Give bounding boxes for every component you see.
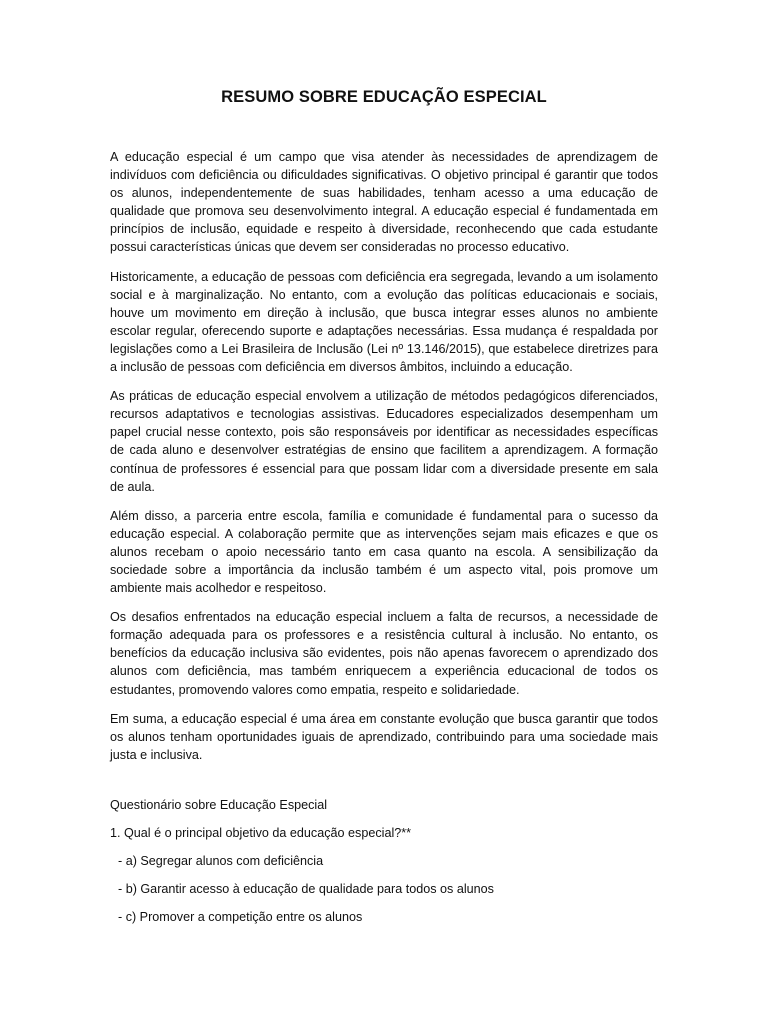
- paragraph-practices: As práticas de educação especial envolvem a utilização de métodos pedagógicos diferenciados, recursos adaptativos e tecnologias assistivas. Educadores especializados desempenham um papel crucial nesse contexto, pois são responsáveis por identificar as necessidades específicas de cada aluno e desenvolver estratégias de ensino que facilitem a aprendizagem. A formação contínua de professores é essencial para que possam lidar com a diversidade presente em sala de aula.: [110, 389, 658, 494]
- paragraph-history: Historicamente, a educação de pessoas com deficiência era segregada, levando a um isolamento social e à marginalização. No entanto, com a evolução das políticas educacionais e sociais, houve um movimento em direção à inclusão, que busca integrar esses alunos no ambiente escolar regular, oferecendo suporte e adaptações necessárias. Essa mudança é respaldada por legislações como a Lei Brasileira de Inclusão (Lei nº 13.146/2015), que estabelece diretrizes para a inclusão de pessoas com deficiência em diversos âmbitos, incluindo a educação.: [110, 269, 658, 375]
- paragraph-partnership: Além disso, a parceria entre escola, família e comunidade é fundamental para o sucesso da educação especial. A colaboração permite que as intervenções sejam mais eficazes e que os alunos recebam o apoio necessário tanto em casa quanto na escola. A sensibilização da sociedade sobre a importância da inclusão também é um aspecto vital, pois promove um ambiente mais acolhedor e respeitoso.: [110, 508, 658, 596]
- paragraph-conclusion: Em suma, a educação especial é uma área em constante evolução que busca garantir que todos os alunos tenham oportunidades iguais de aprendizado, contribuindo para uma sociedade mais justa e inclusiva.: [110, 711, 658, 762]
- question-1-option-b: - b) Garantir acesso à educação de qualidade para todos os alunos: [118, 882, 494, 896]
- paragraph-challenges: Os desafios enfrentados na educação especial incluem a falta de recursos, a necessidade de formação adequada para os professores e a resistência cultural à inclusão. No entanto, os benefícios da educação inclusiva são evidentes, pois não apenas favorecem o aprendizado dos alunos com deficiência, mas também enriquecem a experiência educacional de todos os estudantes, promovendo valores como empatia, respeito e solidariedade.: [110, 610, 658, 697]
- question-1-option-c: - c) Promover a competição entre os alunos: [118, 910, 363, 924]
- questionnaire-section: [110, 796, 658, 936]
- question-1-option-a: - a) Segregar alunos com deficiência: [118, 854, 324, 868]
- paragraph-intro: A educação especial é um campo que visa atender às necessidades de aprendizagem de indivíduos com deficiência ou dificuldades significativas. O objetivo principal é garantir que todos os alunos, independentemente de suas habilidades, tenham acesso a uma educação de qualidade que promova seu desenvolvimento integral. A educação especial é fundamentada em princípios de inclusão, equidade e respeito à diversidade, reconhecendo que cada estudante possui características únicas que devem ser consideradas no processo educativo.: [110, 150, 658, 255]
- document-body: [110, 148, 658, 775]
- questionnaire-heading: Questionário sobre Educação Especial: [110, 798, 328, 812]
- document-title: RESUMO SOBRE EDUCAÇÃO ESPECIAL: [221, 88, 547, 106]
- question-1: 1. Qual é o principal objetivo da educação especial?**: [110, 826, 412, 840]
